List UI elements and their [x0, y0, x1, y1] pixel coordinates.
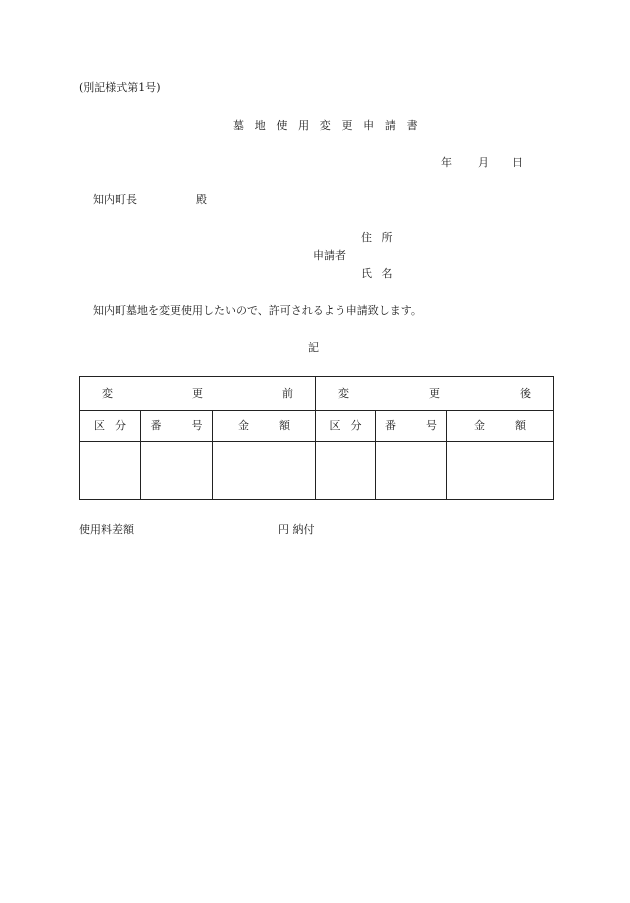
date-month-label: 月 [478, 156, 489, 169]
table-row [80, 442, 554, 500]
table-header-row [80, 377, 554, 411]
col-before-category: 区 分 [80, 411, 141, 442]
col-after-number: 番 号 [376, 411, 447, 442]
name-label: 氏 名 [361, 267, 393, 280]
request-body-text: 知内町墓地を変更使用したいので、許可されるよう申請致します。 [93, 304, 422, 317]
date-day-label: 日 [512, 156, 523, 169]
address-label: 住 所 [361, 231, 393, 244]
col-before-number: 番 号 [141, 411, 213, 442]
honorific: 殿 [196, 193, 207, 206]
applicant-label: 申請者 [313, 249, 346, 262]
date-year-label: 年 [441, 156, 452, 169]
cell-after-amount[interactable] [447, 442, 554, 500]
after-change-header: 変 更 後 [316, 377, 554, 411]
cell-before-amount[interactable] [213, 442, 316, 500]
addressee: 知内町長 [93, 193, 137, 206]
col-after-amount: 金 額 [447, 411, 554, 442]
table-subheader-row [80, 411, 554, 442]
col-after-category: 区 分 [316, 411, 376, 442]
change-table [79, 376, 554, 500]
cell-after-category[interactable] [316, 442, 376, 500]
fee-difference-label: 使用料差額 [79, 523, 134, 536]
before-change-header: 変 更 前 [80, 377, 316, 411]
note-heading: 記 [308, 341, 319, 354]
cell-after-number[interactable] [376, 442, 447, 500]
cell-before-category[interactable] [80, 442, 141, 500]
cell-before-number[interactable] [141, 442, 213, 500]
document-title: 墓 地 使 用 変 更 申 請 書 [233, 119, 422, 132]
fee-unit-label: 円 納付 [278, 523, 315, 536]
form-number: (別記様式第1号) [79, 81, 161, 94]
col-before-amount: 金 額 [213, 411, 316, 442]
